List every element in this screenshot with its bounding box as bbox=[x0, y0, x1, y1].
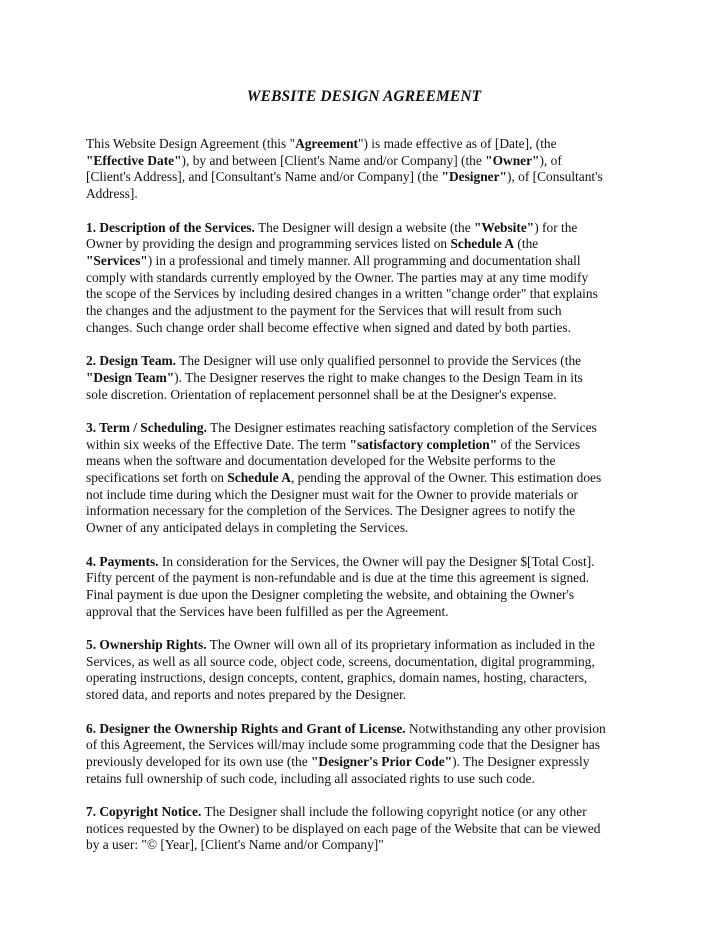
text-line bbox=[86, 453, 646, 470]
bold-term: 1. Description of the Services. bbox=[86, 219, 255, 235]
text-line bbox=[86, 236, 646, 253]
bold-term: "Design Team" bbox=[86, 369, 175, 385]
text-run: comply with standards currently employed by the Owner. The parties may at any time modify bbox=[86, 269, 589, 285]
text-run: retains full ownership of such code, including all associated rights to use such code. bbox=[86, 770, 535, 786]
text-run: the changes and the adjustment to the payment for the Services that will result from such bbox=[86, 303, 562, 319]
text-run: The Designer will design a website (the bbox=[254, 219, 474, 235]
text-run: of this Agreement, the Services will/may include some programming code that the Designer has bbox=[86, 737, 600, 753]
text-line bbox=[86, 470, 646, 487]
text-run: ), of bbox=[539, 152, 562, 168]
document-body bbox=[86, 136, 646, 871]
text-run: The Designer shall include the following copyright notice (or any other bbox=[201, 804, 587, 820]
text-line bbox=[86, 136, 646, 153]
text-run: ) for the bbox=[534, 219, 578, 235]
text-line bbox=[86, 721, 646, 738]
bold-term: 6. Designer the Ownership Rights and Grant of License. bbox=[86, 720, 406, 736]
bold-term: "Owner" bbox=[485, 152, 540, 168]
text-line bbox=[86, 270, 646, 287]
text-line bbox=[86, 654, 646, 671]
text-line bbox=[86, 554, 646, 571]
bold-term: "Website" bbox=[474, 219, 535, 235]
bold-term: "Designer's Prior Code" bbox=[311, 753, 453, 769]
text-run: Owner of any anticipated delays in completing the Services. bbox=[86, 520, 409, 536]
text-run: means when the software and documentation developed for the Website performs to the bbox=[86, 453, 556, 469]
text-line bbox=[86, 737, 646, 754]
text-run: , pending the approval of the Owner. This estimation does bbox=[290, 470, 602, 486]
text-run: approval that the Services have been fulfilled as per the Agreement. bbox=[86, 603, 449, 619]
bold-term: Agreement bbox=[295, 136, 359, 151]
text-run: ), of [Consultant's bbox=[506, 169, 603, 185]
section-copyright-notice bbox=[86, 804, 646, 854]
bold-term: "Effective Date" bbox=[86, 152, 182, 168]
text-line bbox=[86, 420, 646, 437]
text-run: ). The Designer expressly bbox=[452, 753, 590, 769]
text-run: Services, as well as all source code, object code, screens, documentation, digital programming, bbox=[86, 653, 595, 669]
text-line bbox=[86, 604, 646, 621]
bold-term: Schedule A bbox=[227, 470, 291, 486]
text-line bbox=[86, 353, 646, 370]
text-line bbox=[86, 520, 646, 537]
text-run: Address]. bbox=[86, 186, 138, 202]
text-run: Owner by providing the design and programming services listed on bbox=[86, 236, 451, 252]
document-title: WEBSITE DESIGN AGREEMENT bbox=[246, 88, 482, 105]
text-line bbox=[86, 570, 646, 587]
section-design-team bbox=[86, 353, 646, 403]
text-line bbox=[86, 754, 646, 771]
text-run: sole discretion. Orientation of replacement personnel shall be at the Designer's expense. bbox=[86, 386, 557, 402]
text-run: ") is made effective as of [Date], (the bbox=[358, 136, 557, 151]
text-run: ), by and between [Client's Name and/or Company] (the bbox=[181, 152, 486, 168]
text-line bbox=[86, 804, 646, 821]
text-run: ). The Designer reserves the right to make changes to the Design Team in its bbox=[174, 369, 583, 385]
text-run: ) in a professional and timely manner. All programming and documentation shall bbox=[147, 252, 581, 268]
text-line bbox=[86, 687, 646, 704]
bold-term: "Designer" bbox=[441, 169, 507, 185]
text-run: operating instructions, design concepts, content, graphics, domain names, hosting, characters, bbox=[86, 670, 588, 686]
text-run: Final payment is due upon the Designer completing the website, and obtaining the Owner's bbox=[86, 586, 575, 602]
text-line bbox=[86, 220, 646, 237]
bold-term: 7. Copyright Notice. bbox=[86, 804, 202, 820]
bold-term: "Services" bbox=[86, 252, 148, 268]
text-run: information necessary for the completion of the Services. The Designer agrees to notify the bbox=[86, 503, 576, 519]
text-run: This Website Design Agreement (this " bbox=[86, 136, 296, 151]
section-payments bbox=[86, 554, 646, 621]
text-line bbox=[86, 487, 646, 504]
text-run: (the bbox=[514, 236, 539, 252]
text-run: not include time during which the Designer must wait for the Owner to provide materials or bbox=[86, 486, 578, 502]
text-line bbox=[86, 503, 646, 520]
text-line bbox=[86, 370, 646, 387]
text-line bbox=[86, 437, 646, 454]
text-line bbox=[86, 587, 646, 604]
bold-term: Schedule A bbox=[450, 236, 515, 252]
text-run: within six weeks of the Effective Date. The term bbox=[86, 436, 350, 452]
text-line bbox=[86, 320, 646, 337]
text-line bbox=[86, 387, 646, 404]
bold-term: 5. Ownership Rights. bbox=[86, 637, 207, 653]
text-line bbox=[86, 303, 646, 320]
bold-term: 3. Term / Scheduling. bbox=[86, 419, 207, 435]
text-line bbox=[86, 153, 646, 170]
text-line bbox=[86, 253, 646, 270]
bold-term: "satisfactory completion" bbox=[349, 436, 498, 452]
text-line bbox=[86, 771, 646, 788]
bold-term: 4. Payments. bbox=[86, 553, 159, 569]
section-description-of-services bbox=[86, 220, 646, 337]
text-run: [Client's Address], and [Consultant's Name and/or Company] (the bbox=[86, 169, 442, 185]
text-run: In consideration for the Services, the Owner will pay the Designer $[Total Cost]. bbox=[158, 553, 595, 569]
text-run: The Designer will use only qualified personnel to provide the Services (the bbox=[176, 353, 582, 369]
text-run: Fifty percent of the payment is non-refundable and is due at the time this agreement is signed. bbox=[86, 570, 590, 586]
text-run: The Owner will own all of its proprietary information as included in the bbox=[206, 637, 595, 653]
text-run: specifications set forth on bbox=[86, 470, 228, 486]
text-line bbox=[86, 286, 646, 303]
bold-term: 2. Design Team. bbox=[86, 353, 177, 369]
text-line bbox=[86, 186, 646, 203]
text-run: changes. Such change order shall become effective when signed and dated by both parties. bbox=[86, 319, 571, 335]
text-run: of the Services bbox=[497, 436, 581, 452]
text-run: notices requested by the Owner) to be displayed on each page of the Website that can be viewed bbox=[86, 820, 601, 836]
section-designer-ownership-rights bbox=[86, 721, 646, 788]
text-run: Notwithstanding any other provision bbox=[405, 720, 606, 736]
text-line bbox=[86, 821, 646, 838]
text-line bbox=[86, 637, 646, 654]
section-ownership-rights bbox=[86, 637, 646, 704]
text-line bbox=[86, 169, 646, 186]
text-run: stored data, and reports and notes prepared by the Designer. bbox=[86, 687, 407, 703]
text-line bbox=[86, 837, 646, 854]
text-run: the scope of the Services by including desired changes in a written "change order" that explains bbox=[86, 286, 598, 302]
text-run: previously developed for its own use (the bbox=[86, 753, 311, 769]
text-run: The Designer estimates reaching satisfactory completion of the Services bbox=[206, 419, 597, 435]
text-run: by a user: "© [Year], [Client's Name and/or Company]" bbox=[86, 837, 384, 853]
section-term-scheduling bbox=[86, 420, 646, 537]
intro-paragraph bbox=[86, 136, 646, 203]
text-line bbox=[86, 670, 646, 687]
